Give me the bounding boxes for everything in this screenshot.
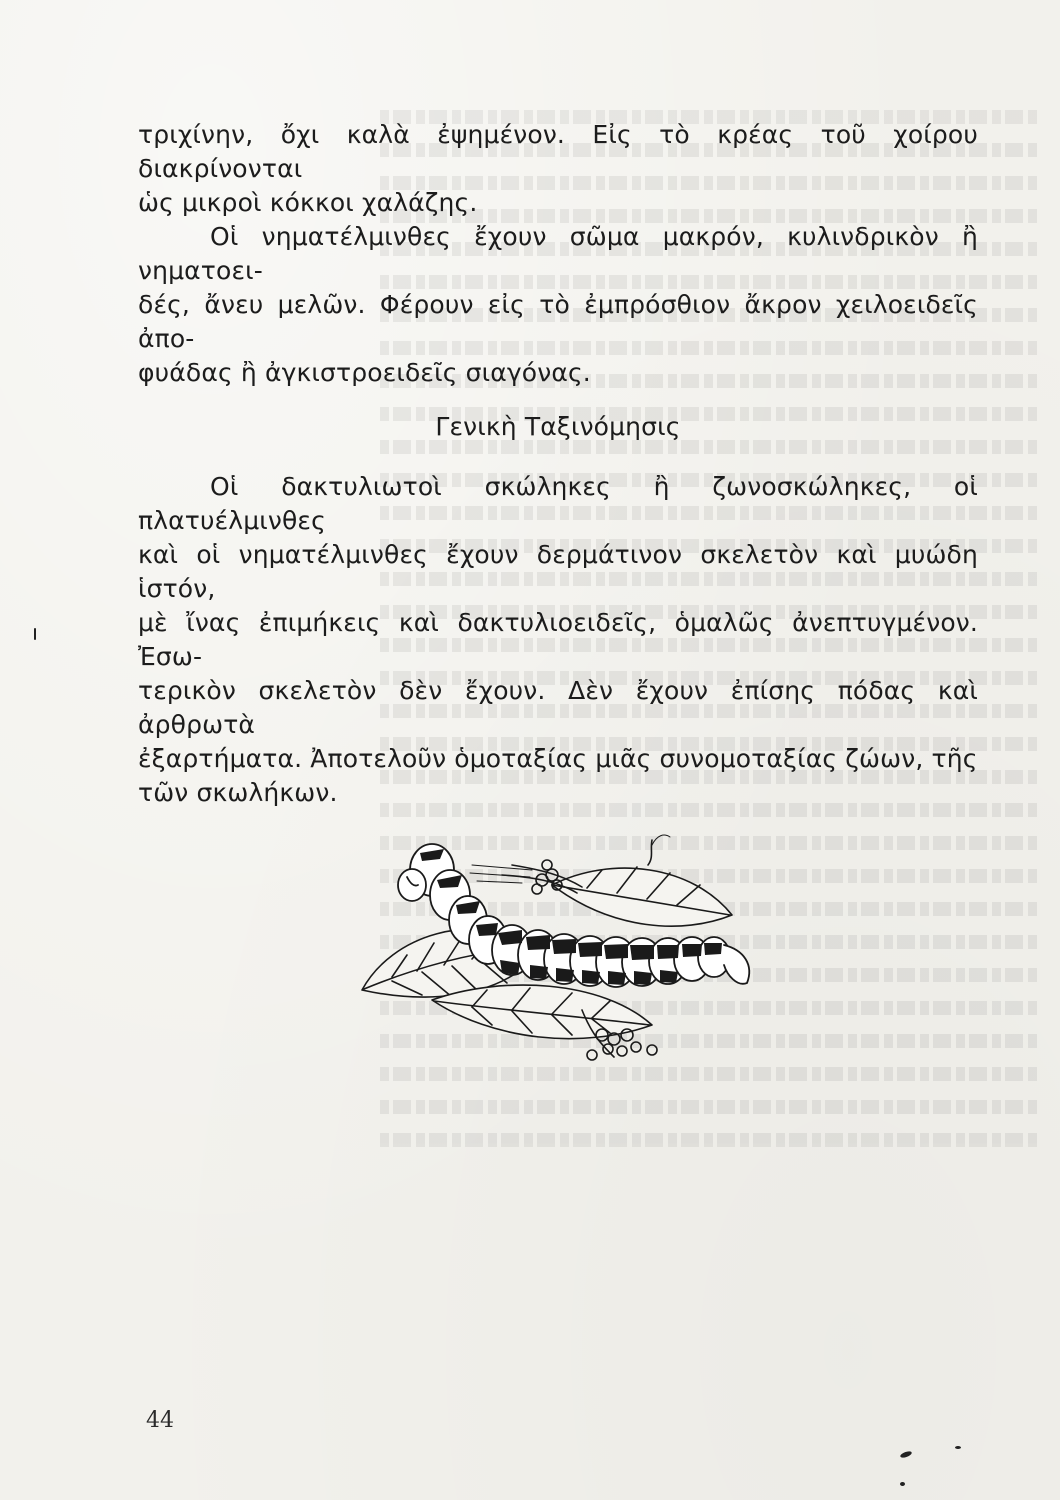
caterpillar-on-leaf-illustration: [352, 825, 792, 1065]
text-line: δές, ἄνευ μελῶν. Φέρουν εἰς τὸ ἐμπρόσθιον ἄκρον χειλοειδεῖς ἀπο-: [138, 290, 978, 353]
text-line: τερικὸν σκελετὸν δὲν ἔχουν. Δὲν ἔχουν ἐπίσης πόδας καὶ ἀρθρωτὰ: [138, 676, 978, 739]
paragraph-2: [138, 220, 978, 390]
text-line: ὡς μικροὶ κόκκοι χαλάζης.: [138, 188, 478, 217]
ink-speck: [900, 1482, 905, 1486]
ink-speck: [34, 628, 36, 640]
text-line: καὶ οἱ νηματέλμινθες ἔχουν δερμάτινον σκελετὸν καὶ μυώδη ἱστόν,: [138, 540, 978, 603]
text-line: τριχίνην, ὄχι καλὰ ἐψημένον. Εἰς τὸ κρέας τοῦ χοίρου διακρίνονται: [138, 120, 978, 183]
text-line: φυάδας ἢ ἀγκιστροειδεῖς σιαγόνας.: [138, 358, 591, 387]
paragraph-1: [138, 118, 978, 220]
paragraph-3: [138, 470, 978, 810]
body-text: [138, 118, 978, 810]
text-line: μὲ ἴνας ἐπιμήκεις καὶ δακτυλιοειδεῖς, ὁμαλῶς ἀνεπτυγμένον. Ἐσω-: [138, 608, 978, 671]
section-heading: Γενικὴ Ταξινόμησις: [435, 412, 681, 441]
ink-speck: [900, 1450, 913, 1459]
text-line: Οἱ νηματέλμινθες ἔχουν σῶμα μακρόν, κυλινδρικὸν ἢ νηματοει-: [138, 222, 978, 285]
text-line: Οἱ δακτυλιωτοὶ σκώληκες ἢ ζωνοσκώληκες, οἱ πλατυέλμινθες: [138, 472, 978, 535]
text-line: τῶν σκωλήκων.: [138, 778, 338, 807]
page-number: 44: [146, 1408, 174, 1433]
text-line: ἐξαρτήματα. Ἀποτελοῦν ὁμοταξίας μιᾶς συνομοταξίας ζώων, τῆς: [138, 744, 978, 773]
ink-speck: [955, 1446, 961, 1449]
